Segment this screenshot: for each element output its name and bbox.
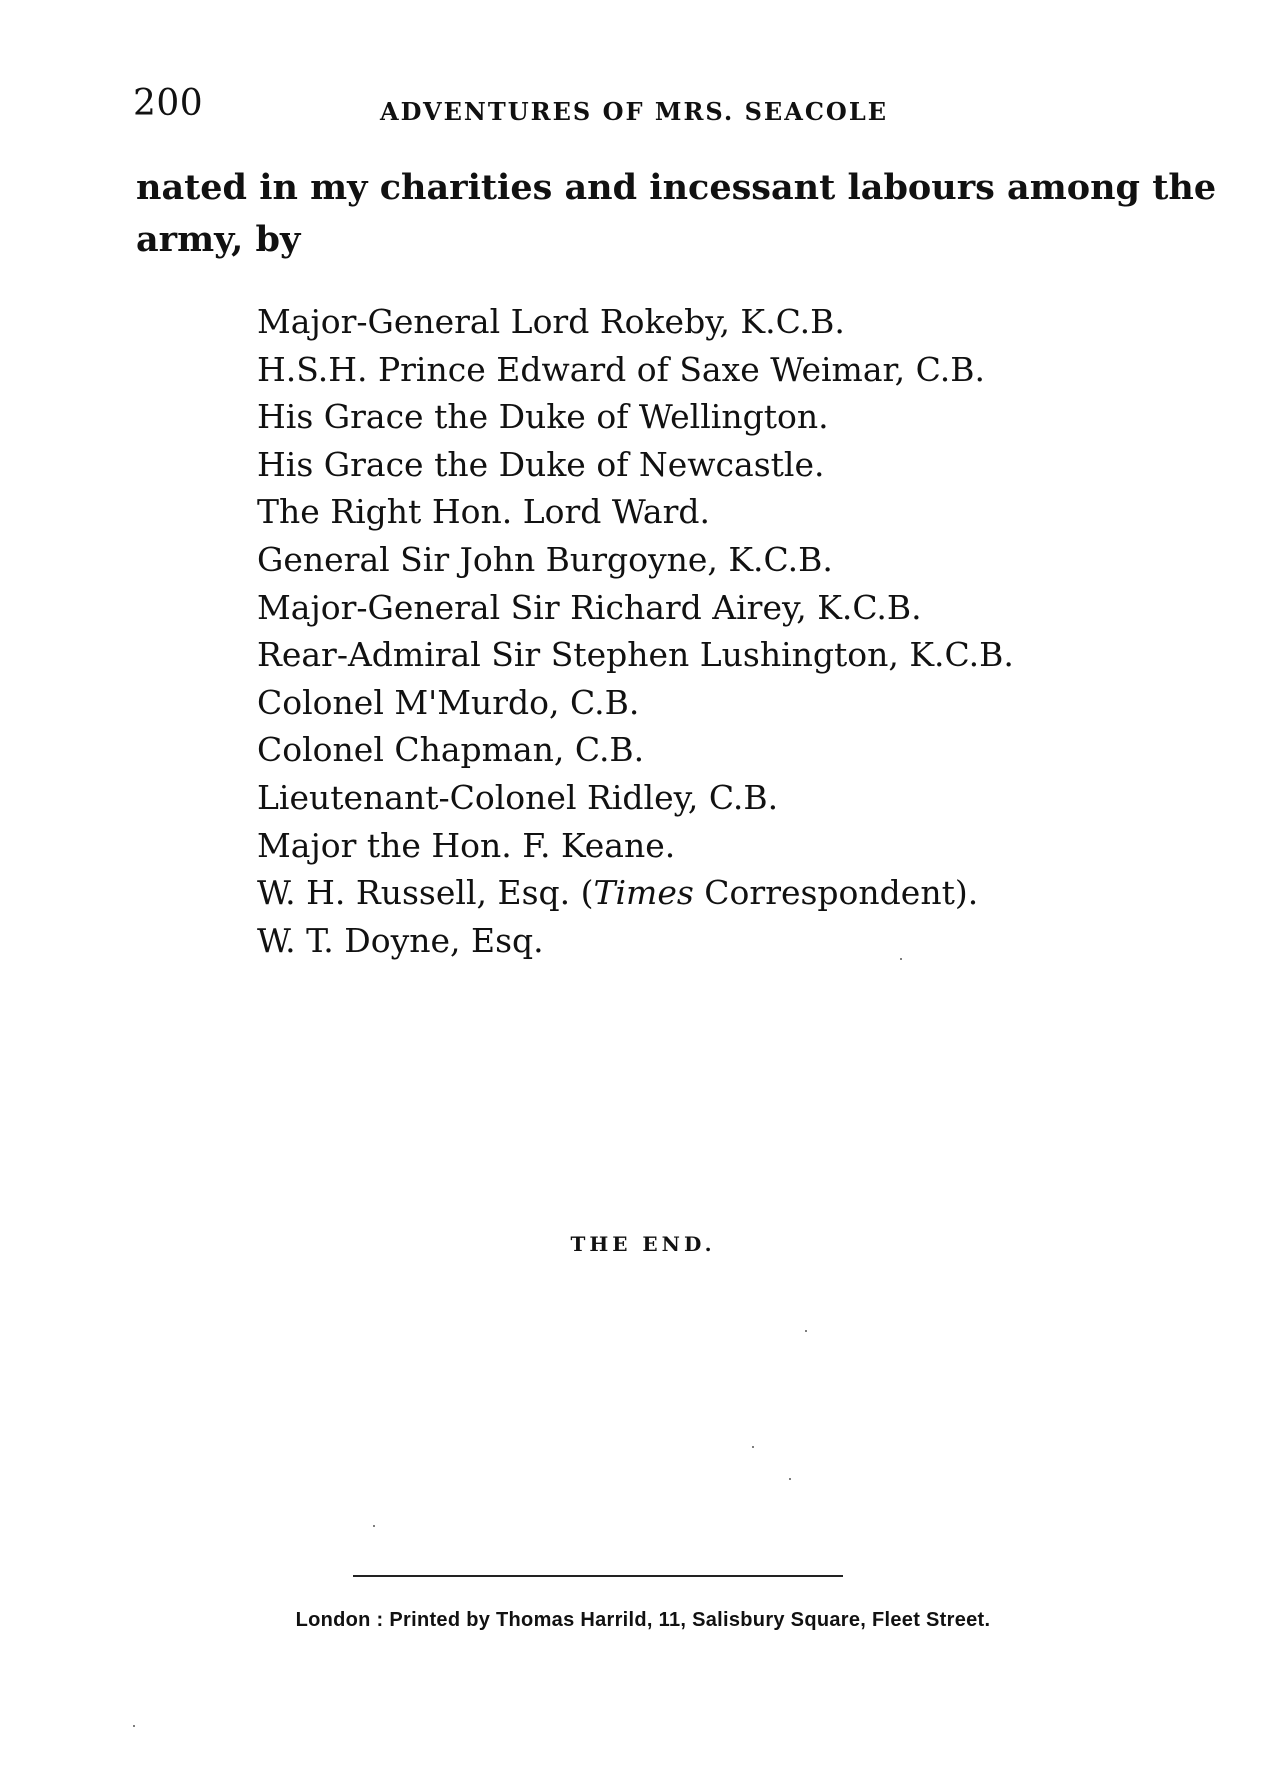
body-line: nated in my charities and incessant labours among the: [136, 167, 1217, 208]
name-entry: Major-General Lord Rokeby, K.C.B.: [257, 302, 845, 341]
name-entry: Rear-Admiral Sir Stephen Lushington, K.C.B.: [257, 635, 1014, 675]
name-entry: W. T. Doyne, Esq.: [257, 920, 544, 960]
name-entry: Colonel M'Murdo, C.B.: [257, 682, 640, 722]
scan-speck: [900, 958, 902, 960]
page-number: 200: [133, 83, 204, 124]
printer-imprint: London : Printed by Thomas Harrild, 11, Salisbury Square, Fleet Street.: [295, 1609, 991, 1631]
body-line: army, by: [136, 219, 301, 260]
name-entry: His Grace the Duke of Wellington.: [257, 397, 829, 437]
name-entry-text: W. H. Russell, Esq. (: [257, 873, 594, 913]
scan-speck: [805, 1330, 807, 1332]
name-entry: Major-General Sir Richard Airey, K.C.B.: [257, 587, 922, 627]
scan-speck: [752, 1446, 754, 1448]
name-entry: Lieutenant-Colonel Ridley, C.B.: [257, 777, 779, 817]
name-entry: Major the Hon. F. Keane.: [257, 825, 676, 865]
name-entry: The Right Hon. Lord Ward.: [257, 492, 710, 532]
names-list: [257, 298, 1014, 964]
scan-speck: [373, 1525, 375, 1527]
name-entry: H.S.H. Prince Edward of Saxe Weimar, C.B.: [257, 349, 985, 389]
newspaper-title: Times: [593, 873, 694, 913]
name-entry: His Grace the Duke of Newcastle.: [257, 444, 825, 484]
imprint-rule: [353, 1575, 843, 1577]
name-entry: [257, 869, 1014, 917]
scan-speck: [133, 1725, 135, 1727]
the-end-heading: THE END.: [570, 1232, 716, 1256]
running-head: ADVENTURES OF MRS. SEACOLE: [380, 97, 888, 126]
name-entry-text: Correspondent).: [693, 873, 979, 913]
scan-speck: [789, 1478, 791, 1480]
name-entry: General Sir John Burgoyne, K.C.B.: [257, 539, 833, 579]
name-entry: Colonel Chapman, C.B.: [257, 730, 645, 770]
body-paragraph: [136, 162, 1217, 266]
